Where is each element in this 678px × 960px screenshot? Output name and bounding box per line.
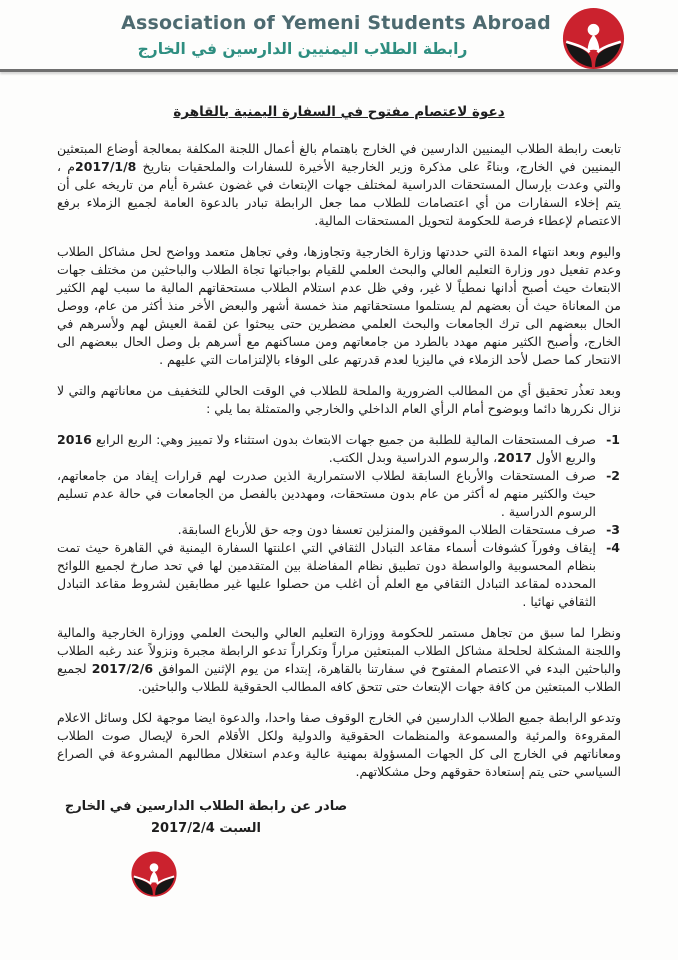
list-item-number: 2- bbox=[606, 468, 620, 483]
list-item-text: إيقاف وفورآ كشوفات أسماء مقاعد التبادل الثقافي التي اعلنتها السفارة اليمنية في القاهرة حيث تمت بنظام المحسوبية والواسطة دون تطبيق نظام المفاضلة بين المتقدمين لها في تحد صارخ لجميع اللوائح المحدده لمقاعد التبادل الثقافي مع العلم أن اغلب من حصلوا عليها غير مطابقين لشروط مقاعد التبادل الثقافي نهائيا . bbox=[57, 540, 596, 609]
association-logo-icon bbox=[561, 6, 626, 71]
document-body bbox=[57, 103, 621, 794]
list-item-text: صرف المستحقات المالية للطلبة من جميع جهات الابتعاث بدون استثناء ولا تمييز وهي: الربع الرابع 2016 والربع الأول 2017، والرسوم الدراسية وبدل الكتب. bbox=[57, 432, 596, 465]
paragraph-media-appeal: وتدعو الرابطة جميع الطلاب الدارسين في الخارج الوقوف صفا واحدا، والدعوة ايضا موجهة لكل وسائل الاعلام المقروءة والمرئية والمسموعة والمنظمات الحقوقية والدولية ولكل الأقلام الحرة لإيصال صوت الطلاب ومعاناتهم في الخارج الى كل الجهات المسؤولة بمهنية عالية وعدم استغلال مطالبهم المشروعة في الصراع السياسي حتى يتم إستعادة حقوقهم وحل مشكلاتهم. bbox=[57, 710, 621, 779]
paragraph-intro: تابعت رابطة الطلاب اليمنيين الدارسين في الخارج باهتمام بالغ أعمال اللجنة المكلفة بمعالجة أوضاع المبتعثين اليمنيين في الخارج، وبناءً على مذكرة وزير الخارجية الأخيرة للسفارات والملحقيات بتاريخ 2017/1/8م ، والتي وعدت بإرسال المستحقات الدراسية لمختلف جهات الإبتعاث في غضون عشرة أيام من تاريخه على أن يتم إخلاء السفارات من أي اعتصامات للطلاب مما جعل الرابطة تبادر بالدعوة العامة لجميع الزملاء برفع الاعتصام لإعطاء فرصة للحكومة لتحويل المستحقات المالية. bbox=[57, 141, 622, 228]
list-item bbox=[57, 467, 621, 521]
list-item bbox=[57, 539, 621, 611]
list-item-number: 3- bbox=[606, 522, 620, 537]
list-item-text: صرف مستحقات الطلاب الموقفين والمنزلين تعسفا دون وجه حق للأرباع السابقة. bbox=[177, 522, 596, 537]
paragraph-demands-intro: وبعد تعذُر تحقيق أي من المطالب الضرورية والملحة للطلاب في الوقت الحالي للتخفيف من معاناتهم والتي لا نزال نكررها دائما وبوضوح أمام الرأي العام الداخلي والخارجي والمتمثلة بما يلي : bbox=[57, 383, 621, 416]
signature-block bbox=[58, 796, 354, 840]
header-divider-line bbox=[0, 69, 678, 72]
list-item-number: 4- bbox=[606, 540, 620, 555]
issued-by-line: صادر عن رابطة الطلاب الدارسين في الخارج bbox=[64, 799, 348, 814]
list-item bbox=[57, 431, 621, 467]
association-title-arabic: رابطة الطلاب اليمنيين الدارسين في الخارج bbox=[137, 40, 468, 58]
paragraph-sit-in-call: ونظرا لما سبق من تجاهل مستمر للحكومة ووزارة التعليم العالي والبحث العلمي ووزارة الخارجية والمالية واللجنة المشكلة لحلحلة مشاكل الطلاب المبتعثين مراراً وتكراراً تدعو الرابطة مجبرة ونزولاً عند رغبه الطلاب والباحثين البدء في الاعتصام المفتوح في سفارتنا بالقاهرة، إبتداء من يوم الإثنين الموافق 2017/2/6 لجميع الطلاب المبتعثين من كافة جهات الإبتعاث حتى تتحق كافه المطالب الحقوقية للطلاب والباحثين. bbox=[57, 625, 621, 694]
paragraph-situation: واليوم وبعد انتهاء المدة التي حددتها وزارة الخارجية وتجاوزها، وفي تجاهل متعمد وواضح لحل مشاكل الطلاب وعدم تفعيل دور وزارة التعليم العالي والبحث العلمي للقيام بواجباتها تجاة الطلاب والباحثين من مختلف جهات الابتعاث حيث أصبح أدانها نمطياً لا غير، وفي ظل عدم استلام الطلاب مستحقاتهم المالية ما سبب لهم الكثير من المعاناة حيث أن بعضهم لم يستلموا مستحقاتهم منذ خمسة أشهر والبعض الأخر منذ أكثر من عام، ووصل الحال ببعضهم الى ترك الجامعات والبحث العلمي مضطرين حتى يبحثوا عن لقمة العيش لهم ولأسرهم في الخارج، وأصبح الكثير منهم مهدد بالطرد من جامعاتهم ومن مساكنهم مع أسرهم بل وصل الحال ببعضهم الى الانتحار كما حصل لأحد الزملاء في ماليزيا لعدم قدرتهم على الوفاء بالإلتزامات التي عليهم . bbox=[57, 244, 621, 367]
list-item-number: 1- bbox=[606, 432, 620, 447]
list-item bbox=[57, 521, 621, 539]
document-title: دعوة لاعتصام مفتوح في السفارة اليمنية بالقاهرة bbox=[173, 104, 505, 120]
demands-list bbox=[57, 431, 621, 611]
date-line: السبت 2017/2/4 bbox=[151, 821, 261, 836]
list-item-text: صرف المستحقات والأرباع السابقة لطلاب الاستمرارية الذين صدرت لهم قرارات إيفاد من جامعاتهم، حيث والكثير منهم له أكثر من عام بدون مستحقات، ومهددين بالفصل من الجامعات في حالة عدم تسليم الرسوم الدراسية . bbox=[57, 468, 596, 519]
association-title-english: Association of Yemeni Students Abroad bbox=[121, 12, 551, 34]
association-logo-icon bbox=[130, 850, 178, 898]
